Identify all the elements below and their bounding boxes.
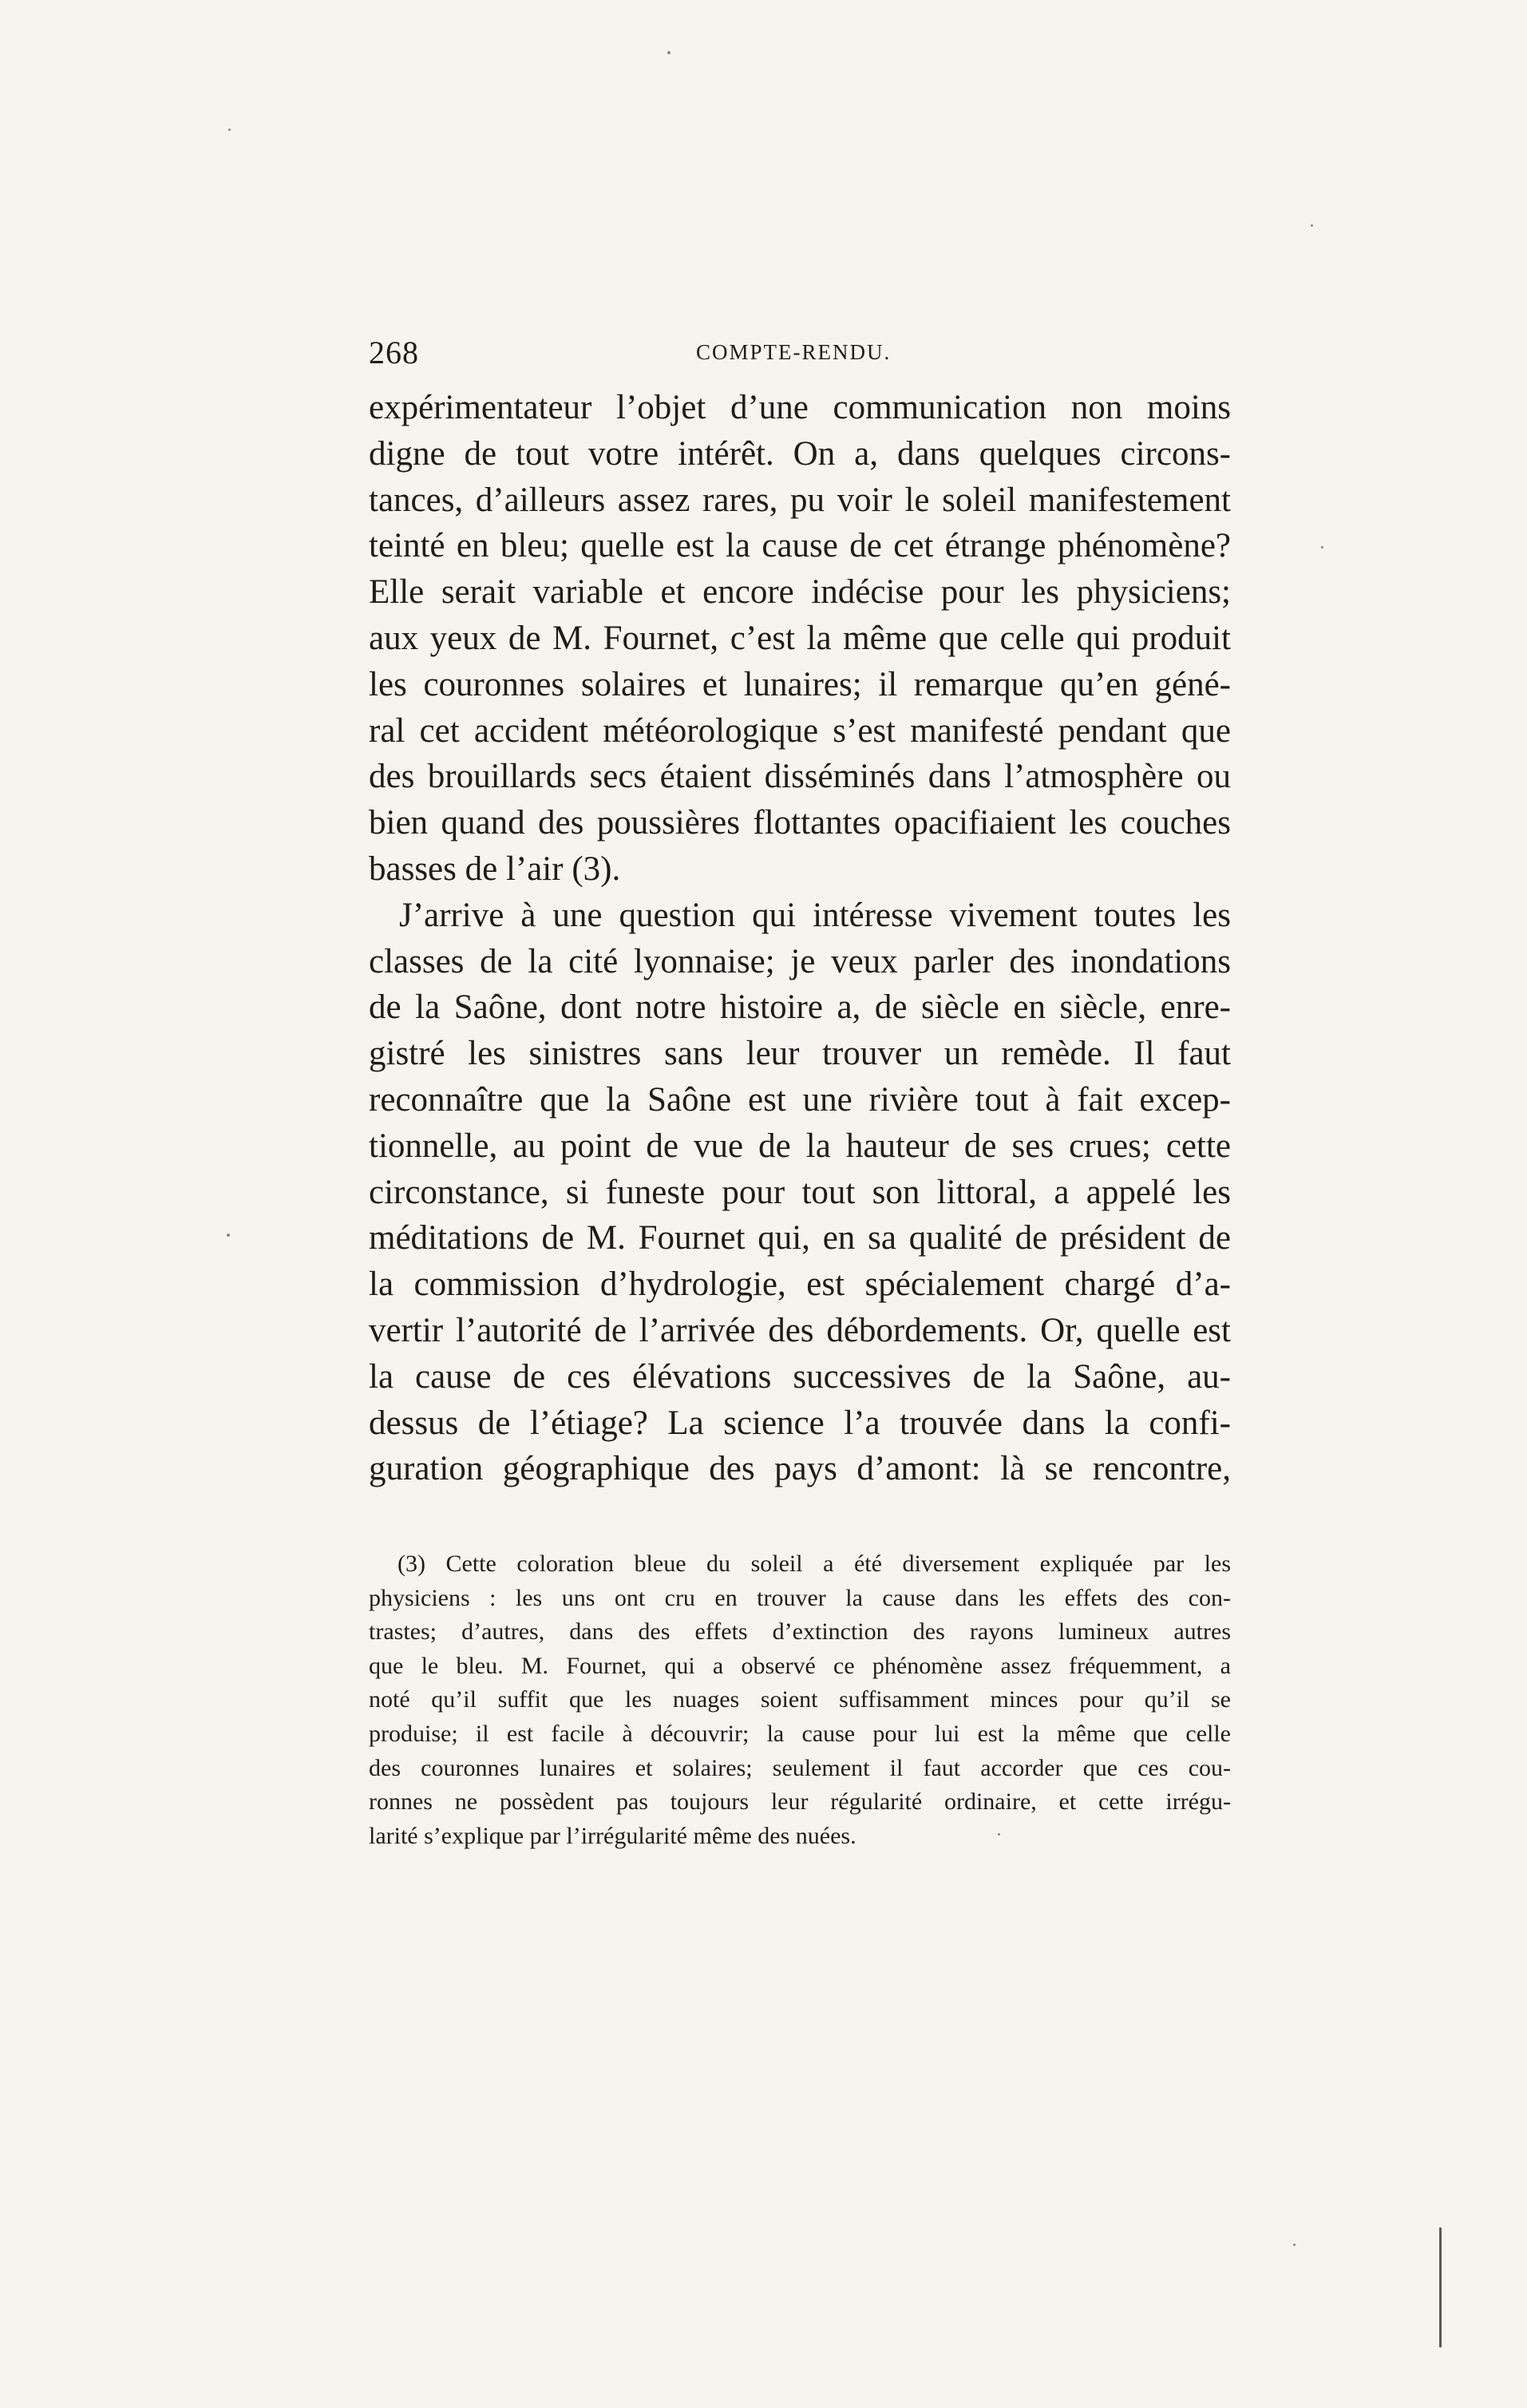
body-line: expérimentateur l’objet d’une communication non moins [369, 389, 1231, 426]
footnote-line: larité s’explique par l’irrégularité même des nuées. [369, 1822, 856, 1849]
footnote-line: noté qu’il suffit que les nuages soient suffisamment minces pour qu’il se [369, 1686, 1231, 1713]
footnote-line: trastes; d’autres, dans des effets d’extinction des rayons lumineux autres [369, 1618, 1231, 1646]
body-line: dessus de l’étiage? La science l’a trouvée dans la confi- [369, 1404, 1231, 1442]
body-line: la commission d’hydrologie, est spécialement chargé d’a- [369, 1265, 1231, 1304]
body-line: J’arrive à une question qui intéresse vivement toutes les [399, 896, 1231, 934]
body-line: tances, d’ailleurs assez rares, pu voir le soleil manifestement [369, 481, 1231, 519]
body-line: basses de l’air (3). [369, 850, 621, 888]
footnote [369, 1547, 1231, 1853]
paper-speck [1293, 2244, 1296, 2246]
body-line: aux yeux de M. Fournet, c’est la même que celle qui produit [369, 619, 1231, 657]
body-line: teinté en bleu; quelle est la cause de cet étrange phénomène? [369, 527, 1231, 565]
paper-speck [1311, 224, 1313, 227]
body-line: circonstance, si funeste pour tout son littoral, a appelé les [369, 1173, 1231, 1211]
paper-speck [998, 1833, 1000, 1836]
paper-speck [667, 51, 671, 54]
body-line: de la Saône, dont notre histoire a, de siècle en siècle, enre- [369, 988, 1231, 1027]
body-line: bien quand des poussières flottantes opacifiaient les couches [369, 804, 1231, 842]
running-head [369, 334, 1231, 382]
body-line: des brouillards secs étaient disséminés dans l’atmosphère ou [369, 758, 1231, 796]
margin-rule [1439, 2228, 1442, 2347]
footnote-line: ronnes ne possèdent pas toujours leur régularité ordinaire, et cette irrégu- [369, 1788, 1231, 1816]
body-line: ral cet accident météorologique s’est manifesté pendant que [369, 711, 1231, 750]
paper-speck [227, 1234, 230, 1237]
footnote-line: (3) Cette coloration bleue du soleil a été diversement expliquée par les [398, 1551, 1231, 1577]
paper-speck [1321, 546, 1323, 549]
body-line: guration géographique des pays d’amont: là se rencontre, [369, 1450, 1231, 1488]
body-text [369, 385, 1231, 1492]
footnote-line: physiciens : les uns ont cru en trouver la cause dans les effets des con- [369, 1584, 1231, 1611]
footnote-line: que le bleu. M. Fournet, qui a observé ce phénomène assez fréquemment, a [369, 1652, 1231, 1679]
paper-speck [228, 129, 231, 131]
body-line: la cause de ces élévations successives de la Saône, au- [369, 1357, 1231, 1396]
body-line: vertir l’autorité de l’arrivée des débordements. Or, quelle est [369, 1311, 1231, 1349]
page-number: 268 [369, 335, 419, 370]
body-line: méditations de M. Fournet qui, en sa qualité de président de [369, 1219, 1231, 1257]
body-line: tionnelle, au point de vue de la hauteur de ses crues; cette [369, 1127, 1231, 1165]
body-line: reconnaître que la Saône est une rivière tout à fait excep- [369, 1080, 1231, 1119]
footnote-line: des couronnes lunaires et solaires; seulement il faut accorder que ces cou- [369, 1754, 1231, 1781]
footnote-line: produise; il est facile à découvrir; la cause pour lui est la même que celle [369, 1720, 1231, 1747]
body-line: gistré les sinistres sans leur trouver un remède. Il faut [369, 1035, 1231, 1073]
body-line: Elle serait variable et encore indécise pour les physiciens; [369, 573, 1231, 612]
running-title: COMPTE-RENDU. [696, 340, 892, 364]
body-line: digne de tout votre intérêt. On a, dans quelques circons- [369, 434, 1231, 473]
body-line: classes de la cité lyonnaise; je veux parler des inondations [369, 942, 1231, 980]
body-line: les couronnes solaires et lunaires; il remarque qu’en géné- [369, 665, 1231, 703]
